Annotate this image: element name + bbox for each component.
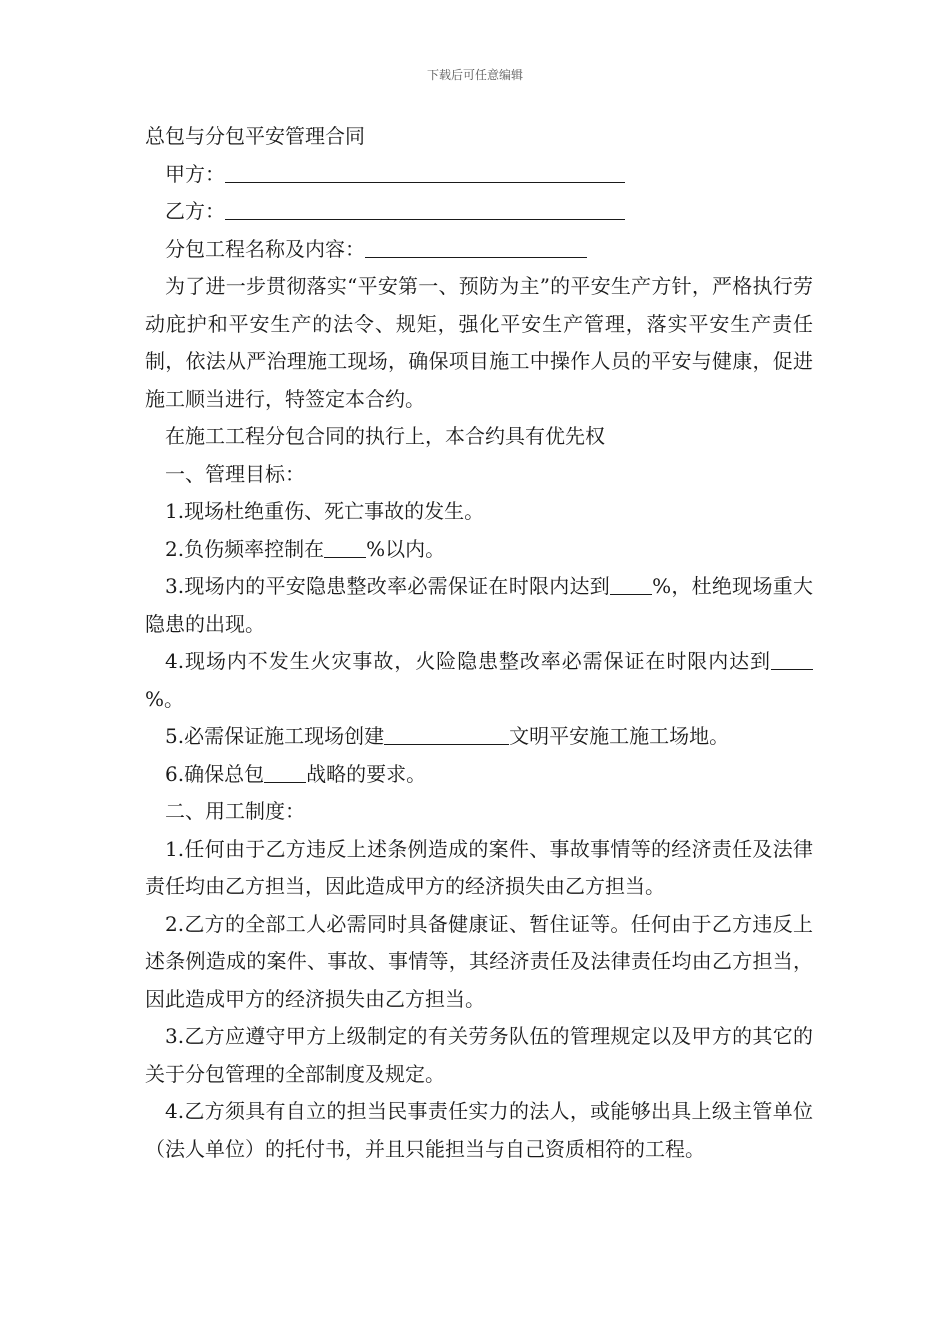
priority-paragraph: 在施工工程分包合同的执行上，本合约具有优先权: [165, 424, 605, 448]
intro-paragraph: 为了进一步贯彻落实“平安第一、预防为主”的平安生产方针，严格执行劳动庇护和平安生产的法令、规矩，强化平安生产管理，落实平安生产责任制，依法从严治理施工现场，确保项目施工中操作人员的平安与健康，促进施工顺当进行，特签定本合约。: [145, 274, 813, 411]
goal-item-3-suffix: %，杜绝现场重大隐患的出现。: [145, 574, 813, 636]
goal-item-3: [145, 568, 813, 643]
employment-item-1: 1.任何由于乙方违反上述条例造成的案件、事故事情等的经济责任及法律责任均由乙方担当，因此造成甲方的经济损失由乙方担当。: [145, 836, 813, 898]
employment-item-4: 4.乙方须具有自立的担当民事责任实力的法人，或能够出具上级主管单位（法人单位）的托付书，并且只能担当与自己资质相符的工程。: [145, 1099, 813, 1161]
section-heading-goals: 一、管理目标：: [165, 461, 305, 486]
goal-item-1: 1.现场杜绝重伤、死亡事故的发生。: [165, 499, 485, 523]
goal-item-6-blank[interactable]: [264, 756, 306, 783]
document-title: 总包与分包平安管理合同: [145, 124, 365, 148]
party-b-blank[interactable]: [225, 193, 625, 220]
goal-item-4-suffix: %。: [145, 686, 185, 711]
employment-item-2: 2.乙方的全部工人必需同时具备健康证、暂住证等。任何由于乙方违反上述条例造成的案件、事故、事情等，其经济责任及法律责任均由乙方担当，因此造成甲方的经济损失由乙方担当。: [145, 911, 813, 1011]
goal-item-5: [145, 718, 813, 756]
party-a-blank[interactable]: [225, 156, 625, 183]
goal-item-2: [145, 531, 813, 569]
project-label: 分包工程名称及内容：: [165, 236, 365, 261]
goal-item-5-suffix: 文明平安施工施工场地。: [509, 724, 730, 748]
goal-item-5-text: 5.必需保证施工现场创建: [165, 724, 385, 748]
party-b-label: 乙方：: [165, 199, 225, 223]
project-line: [145, 231, 813, 269]
goal-item-2-suffix: %以内。: [366, 536, 446, 561]
goal-item-4-text: 4.现场内不发生火灾事故，火险隐患整改率必需保证在时限内达到: [165, 649, 771, 673]
section-heading-employment: 二、用工制度：: [165, 799, 305, 823]
page-header: 下载后可任意编辑: [426, 68, 523, 82]
project-blank[interactable]: [365, 231, 587, 258]
goal-item-6-suffix: 战略的要求。: [306, 761, 427, 786]
employment-item-3: 3.乙方应遵守甲方上级制定的有关劳务队伍的管理规定以及甲方的其它的关于分包管理的全部制度及规定。: [145, 1024, 813, 1086]
goal-item-6: [145, 756, 813, 794]
party-a-label: 甲方：: [165, 161, 225, 186]
goal-item-4-blank[interactable]: [771, 643, 813, 670]
document-body: [145, 118, 813, 1168]
party-a-line: [145, 156, 813, 194]
goal-item-6-text: 6.确保总包: [165, 761, 265, 786]
party-b-line: [145, 193, 813, 231]
goal-item-5-blank[interactable]: [384, 718, 509, 745]
goal-item-3-blank[interactable]: [610, 568, 652, 595]
goal-item-2-text: 2.负伤频率控制在: [165, 536, 325, 561]
goal-item-4: [145, 643, 813, 718]
goal-item-3-text: 3.现场内的平安隐患整改率必需保证在时限内达到: [165, 574, 611, 598]
goal-item-2-blank[interactable]: [324, 531, 366, 558]
